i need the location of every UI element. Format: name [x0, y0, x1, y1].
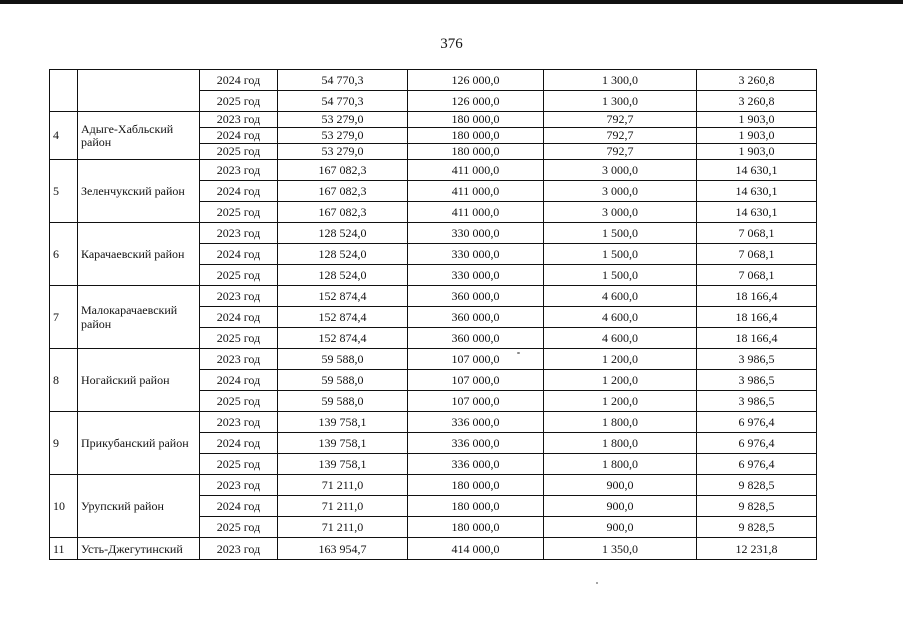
year-cell: 2023 год: [200, 112, 278, 128]
value-cell: 1 300,0: [544, 70, 697, 91]
value-cell: 107 000,0: [408, 370, 544, 391]
value-cell: 167 082,3: [278, 181, 408, 202]
value-cell: 3 000,0: [544, 181, 697, 202]
year-cell: 2023 год: [200, 538, 278, 560]
year-cell: 2025 год: [200, 391, 278, 412]
year-cell: 2024 год: [200, 433, 278, 454]
page-number: 376: [440, 36, 463, 52]
value-cell: 53 279,0: [278, 128, 408, 144]
value-cell: 53 279,0: [278, 144, 408, 160]
value-cell: 792,7: [544, 112, 697, 128]
value-cell: 336 000,0: [408, 412, 544, 433]
district-name-cell: [78, 70, 200, 112]
value-cell: 900,0: [544, 496, 697, 517]
value-cell: 411 000,0: [408, 181, 544, 202]
value-cell: 14 630,1: [697, 181, 817, 202]
year-cell: 2023 год: [200, 475, 278, 496]
value-cell: 180 000,0: [408, 144, 544, 160]
value-cell: 3 260,8: [697, 91, 817, 112]
value-cell: 71 211,0: [278, 475, 408, 496]
table-row: [50, 349, 817, 370]
value-cell: 1 800,0: [544, 454, 697, 475]
value-cell: 3 000,0: [544, 160, 697, 181]
row-number-cell: 5: [50, 160, 78, 223]
district-name-cell: Усть-Джегутинский: [78, 538, 200, 560]
value-cell: 14 630,1: [697, 160, 817, 181]
table-row: [50, 286, 817, 307]
table-row: [50, 112, 817, 128]
value-cell: 167 082,3: [278, 160, 408, 181]
value-cell: 1 903,0: [697, 128, 817, 144]
value-cell: 139 758,1: [278, 433, 408, 454]
value-cell: 128 524,0: [278, 265, 408, 286]
value-cell: 152 874,4: [278, 307, 408, 328]
value-cell: 7 068,1: [697, 265, 817, 286]
value-cell: 1 903,0: [697, 112, 817, 128]
year-cell: 2025 год: [200, 91, 278, 112]
value-cell: 180 000,0: [408, 475, 544, 496]
table-row: [50, 70, 817, 91]
value-cell: 163 954,7: [278, 538, 408, 560]
value-cell: 900,0: [544, 517, 697, 538]
value-cell: 59 588,0: [278, 349, 408, 370]
year-cell: 2023 год: [200, 349, 278, 370]
value-cell: 1 500,0: [544, 244, 697, 265]
value-cell: 411 000,0: [408, 202, 544, 223]
value-cell: 167 082,3: [278, 202, 408, 223]
row-number-cell: 9: [50, 412, 78, 475]
row-number-cell: 6: [50, 223, 78, 286]
value-cell: 3 986,5: [697, 349, 817, 370]
district-name-cell: Малокарачаевский район: [78, 286, 200, 349]
value-cell: 792,7: [544, 128, 697, 144]
year-cell: 2025 год: [200, 328, 278, 349]
year-cell: 2024 год: [200, 370, 278, 391]
row-number-cell: 4: [50, 112, 78, 160]
value-cell: 9 828,5: [697, 496, 817, 517]
year-cell: 2023 год: [200, 223, 278, 244]
value-cell: 1 200,0: [544, 391, 697, 412]
value-cell: 180 000,0: [408, 112, 544, 128]
year-cell: 2025 год: [200, 517, 278, 538]
value-cell: 330 000,0: [408, 265, 544, 286]
value-cell: 3 986,5: [697, 391, 817, 412]
row-number-cell: 7: [50, 286, 78, 349]
value-cell: 107 000,0: [408, 391, 544, 412]
value-cell: 360 000,0: [408, 286, 544, 307]
year-cell: 2023 год: [200, 286, 278, 307]
value-cell: 4 600,0: [544, 307, 697, 328]
value-cell: 1 500,0: [544, 265, 697, 286]
year-cell: 2024 год: [200, 128, 278, 144]
row-number-cell: 10: [50, 475, 78, 538]
value-cell: 1 200,0: [544, 349, 697, 370]
year-cell: 2025 год: [200, 144, 278, 160]
table-body: [50, 70, 817, 560]
value-cell: 6 976,4: [697, 454, 817, 475]
value-cell: 59 588,0: [278, 370, 408, 391]
value-cell: 411 000,0: [408, 160, 544, 181]
value-cell: 360 000,0: [408, 328, 544, 349]
value-cell: 14 630,1: [697, 202, 817, 223]
year-cell: 2024 год: [200, 70, 278, 91]
value-cell: 1 800,0: [544, 412, 697, 433]
top-rule: [0, 0, 903, 4]
district-name-cell: Прикубанский район: [78, 412, 200, 475]
table-row: [50, 160, 817, 181]
value-cell: 139 758,1: [278, 454, 408, 475]
value-cell: 54 770,3: [278, 70, 408, 91]
year-cell: 2024 год: [200, 181, 278, 202]
district-funding-table: [49, 69, 817, 560]
value-cell: 128 524,0: [278, 223, 408, 244]
value-cell: 6 976,4: [697, 412, 817, 433]
value-cell: 7 068,1: [697, 223, 817, 244]
value-cell: 180 000,0: [408, 128, 544, 144]
table-row: [50, 538, 817, 560]
value-cell: 9 828,5: [697, 517, 817, 538]
row-number-cell: [50, 70, 78, 112]
year-cell: 2025 год: [200, 202, 278, 223]
value-cell: 54 770,3: [278, 91, 408, 112]
value-cell: 3 260,8: [697, 70, 817, 91]
value-cell: 4 600,0: [544, 286, 697, 307]
value-cell: 6 976,4: [697, 433, 817, 454]
value-cell: 53 279,0: [278, 112, 408, 128]
value-cell: 1 350,0: [544, 538, 697, 560]
district-name-cell: Зеленчукский район: [78, 160, 200, 223]
value-cell: 71 211,0: [278, 496, 408, 517]
year-cell: 2025 год: [200, 265, 278, 286]
scan-speck: [596, 582, 598, 584]
district-name-cell: Урупский район: [78, 475, 200, 538]
value-cell: 126 000,0: [408, 70, 544, 91]
value-cell: 12 231,8: [697, 538, 817, 560]
value-cell: 180 000,0: [408, 496, 544, 517]
row-number-cell: 11: [50, 538, 78, 560]
value-cell: 18 166,4: [697, 307, 817, 328]
value-cell: 360 000,0: [408, 307, 544, 328]
value-cell: 139 758,1: [278, 412, 408, 433]
value-cell: 330 000,0: [408, 223, 544, 244]
value-cell: 18 166,4: [697, 328, 817, 349]
year-cell: 2024 год: [200, 496, 278, 517]
year-cell: 2023 год: [200, 160, 278, 181]
year-cell: 2023 год: [200, 412, 278, 433]
year-cell: 2025 год: [200, 454, 278, 475]
value-cell: 336 000,0: [408, 454, 544, 475]
district-name-cell: Ногайский район: [78, 349, 200, 412]
value-cell: 18 166,4: [697, 286, 817, 307]
row-number-cell: 8: [50, 349, 78, 412]
value-cell: 1 300,0: [544, 91, 697, 112]
value-cell: 3 000,0: [544, 202, 697, 223]
district-name-cell: Адыге-Хабльский район: [78, 112, 200, 160]
table-row: [50, 223, 817, 244]
value-cell: 180 000,0: [408, 517, 544, 538]
table-row: [50, 475, 817, 496]
value-cell: 107 000,0: [408, 349, 544, 370]
year-cell: 2024 год: [200, 244, 278, 265]
year-cell: 2024 год: [200, 307, 278, 328]
value-cell: 336 000,0: [408, 433, 544, 454]
table-row: [50, 412, 817, 433]
value-cell: 1 500,0: [544, 223, 697, 244]
value-cell: 900,0: [544, 475, 697, 496]
value-cell: 4 600,0: [544, 328, 697, 349]
value-cell: 1 200,0: [544, 370, 697, 391]
scan-speck: [517, 352, 520, 354]
value-cell: 128 524,0: [278, 244, 408, 265]
value-cell: 792,7: [544, 144, 697, 160]
value-cell: 152 874,4: [278, 328, 408, 349]
value-cell: 1 903,0: [697, 144, 817, 160]
district-name-cell: Карачаевский район: [78, 223, 200, 286]
value-cell: 71 211,0: [278, 517, 408, 538]
value-cell: 126 000,0: [408, 91, 544, 112]
value-cell: 3 986,5: [697, 370, 817, 391]
value-cell: 9 828,5: [697, 475, 817, 496]
value-cell: 414 000,0: [408, 538, 544, 560]
value-cell: 7 068,1: [697, 244, 817, 265]
value-cell: 59 588,0: [278, 391, 408, 412]
value-cell: 1 800,0: [544, 433, 697, 454]
value-cell: 152 874,4: [278, 286, 408, 307]
value-cell: 330 000,0: [408, 244, 544, 265]
